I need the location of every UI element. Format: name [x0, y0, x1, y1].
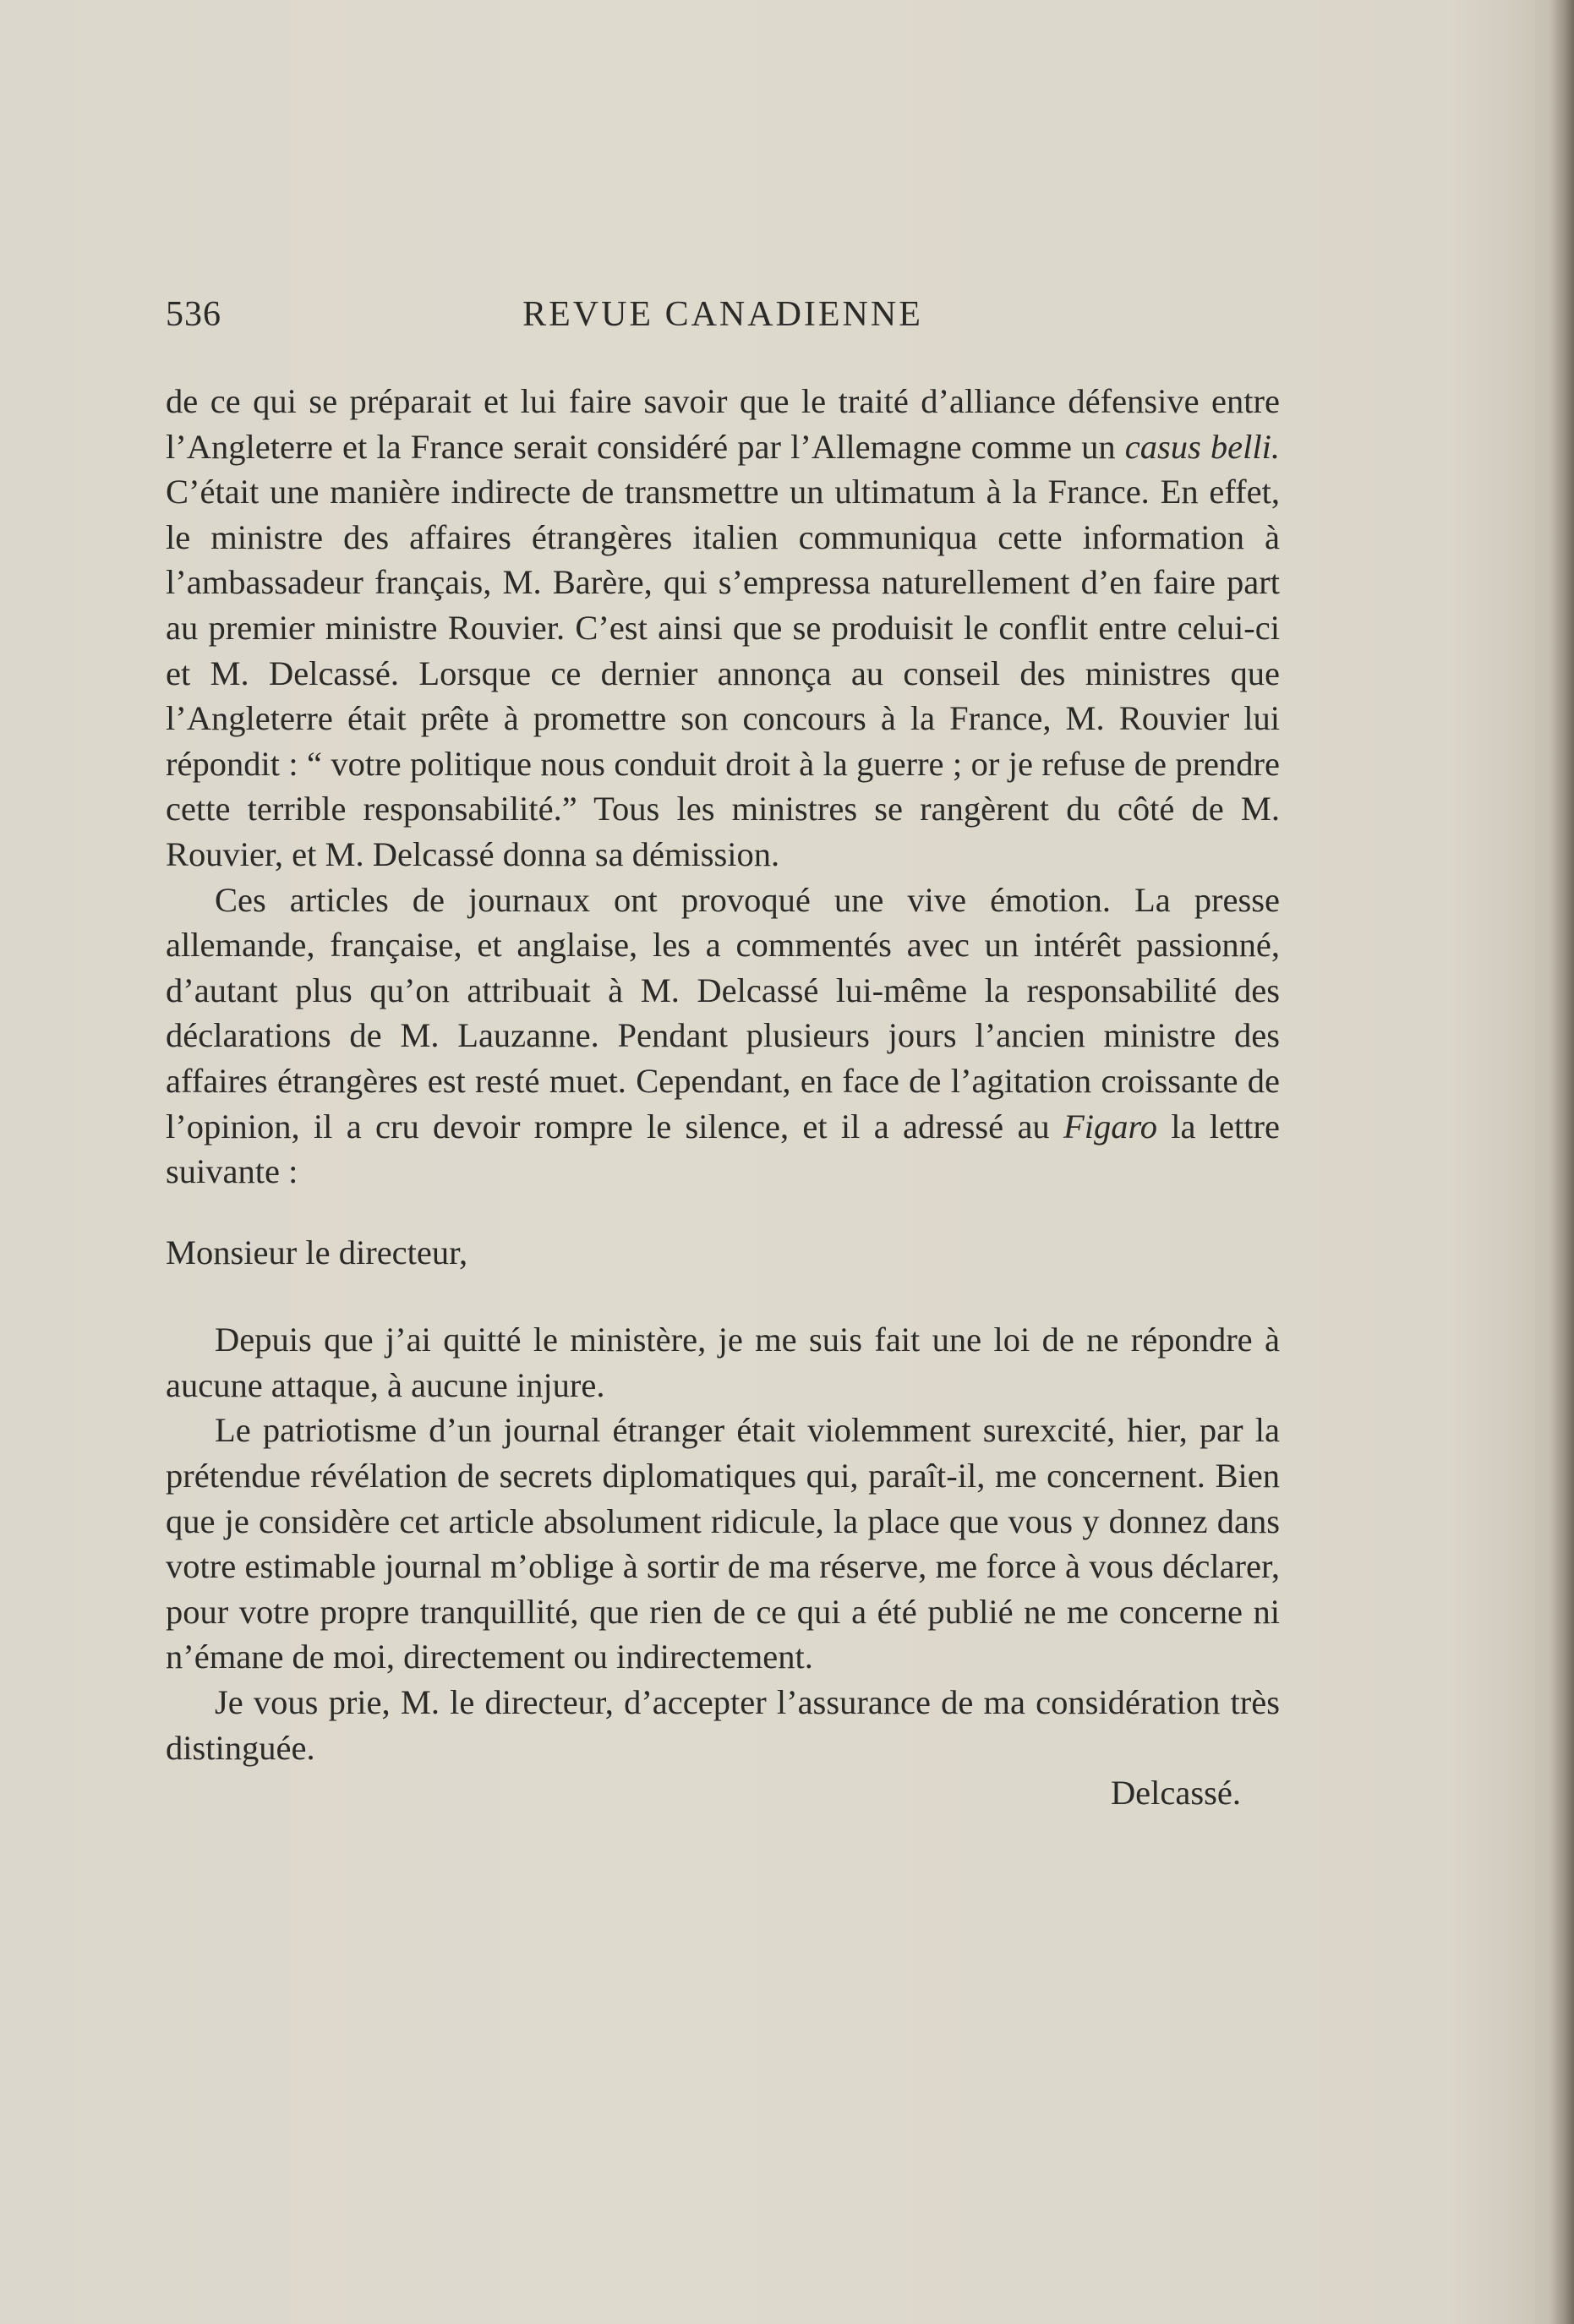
- paragraph-1-text-a: de ce qui se préparait et lui faire savoir que le traité d’alliance défensive entre l’Angleterre et la France serait considéré par l’Allemagne comme un: [166, 382, 1280, 466]
- letter-paragraph-2: Le patriotisme d’un journal étranger était violemment surexcité, hier, par la prétendue révélation de secrets diplomatiques qui, paraît-il, me concernent. Bien que je considère cet article absolument ridicule, la place que vous y donnez dans votre estimable journal m’oblige à sortir de ma réserve, me force à vous déclarer, pour votre propre tranquillité, que rien de ce qui a été publié ne me concerne ni n’émane de moi, directement ou indirectement.: [166, 1411, 1280, 1676]
- letter-salutation: Monsieur le directeur,: [166, 1233, 468, 1271]
- paragraph-1-emphasis: casus belli.: [1124, 427, 1281, 466]
- paragraph-1: [166, 379, 1280, 878]
- page-number: 536: [166, 295, 221, 334]
- letter-paragraph-1: Depuis que j’ai quitté le ministère, je me suis fait une loi de ne répondre à aucune attaque, à aucune injure.: [166, 1321, 1280, 1404]
- page-header: [166, 294, 1280, 345]
- paragraph-1-text-b: C’était une manière indirecte de transmettre un ultimatum à la France. En effet, le ministre des affaires étrangères italien communiqua cette information à l’ambassadeur français, M. Barère, qui s’empressa naturellement d’en faire part au premier ministre Rouvier. C’est ainsi que se produisit le conflit entre celui-ci et M. Delcassé. Lorsque ce dernier annonça au conseil des ministres que l’Angleterre était prête à promettre son concours à la France, M. Rouvier lui répondit : “ votre politique nous conduit droit à la guerre ; or je refuse de prendre cette terrible responsabilité.” Tous les ministres se rangèrent du côté de M. Rouvier, et M. Delcassé donna sa démission.: [166, 473, 1280, 873]
- article-body: [166, 379, 1280, 1816]
- page-edge-shadow: [1550, 0, 1574, 2324]
- letter-signature: Delcassé.: [1110, 1774, 1241, 1813]
- paragraph-2-emphasis: Figaro: [1063, 1107, 1157, 1146]
- paragraph-2-text-a: Ces articles de journaux ont provoqué une vive émotion. La presse allemande, française, et anglaise, les a commentés avec un intérêt passionné, d’autant plus qu’on attribuait à M. Delcassé lui-même la responsabilité des déclarations de M. Lauzanne. Pendant plusieurs jours l’ancien ministre des affaires étrangères est resté muet. Cependant, en face de l’agitation croissante de l’opinion, il a cru devoir rompre le silence, et il a adressé au: [166, 880, 1280, 1146]
- letter-paragraph-3: Je vous prie, M. le directeur, d’accepter l’assurance de ma considération très distinguée.: [166, 1683, 1280, 1767]
- paragraph-2-text-b: la lettre suivante :: [166, 1107, 1280, 1191]
- paragraph-2: [166, 878, 1280, 1195]
- running-head: REVUE CANADIENNE: [522, 295, 923, 334]
